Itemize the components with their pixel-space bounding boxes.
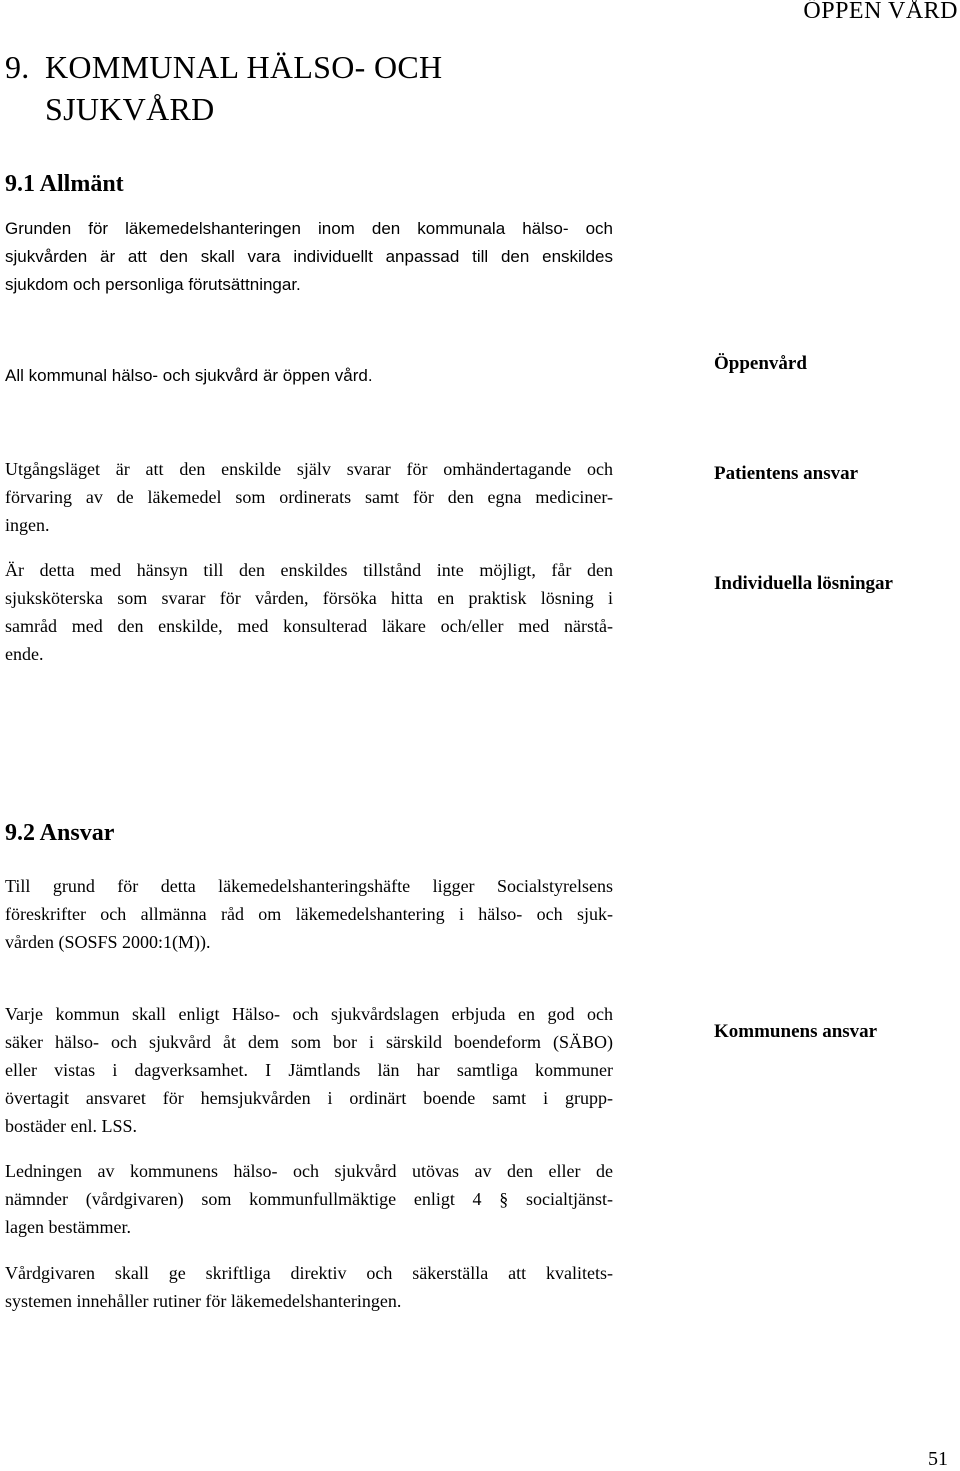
chapter-title — [5, 46, 442, 130]
text-line: ingen. — [5, 515, 50, 535]
text-line: Är detta med hänsyn till den enskildes tillstånd inte möjligt, får den — [5, 560, 613, 580]
margin-note-individuella-losningar: Individuella lösningar — [714, 573, 893, 594]
text-line: vården (SOSFS 2000:1(M)). — [5, 932, 211, 952]
margin-note-patientens-ansvar: Patientens ansvar — [714, 463, 859, 484]
text-line: eller vistas i dagverksamhet. I Jämtlands län har samtliga kommuner — [5, 1060, 613, 1080]
paragraph-management — [5, 1157, 613, 1241]
text-line: sjukdom och personliga förutsättningar. — [5, 275, 301, 294]
text-line: Till grund för detta läkemedelshanteringshäfte ligger Socialstyrelsens — [5, 876, 613, 896]
paragraph-directives — [5, 1259, 613, 1315]
paragraph-9-1-intro — [5, 215, 613, 299]
text-line: systemen innehåller rutiner för läkemedelshanteringen. — [5, 1291, 402, 1311]
chapter-title-text-1: KOMMUNAL HÄLSO- OCH — [45, 49, 443, 85]
text-line: förvaring av de läkemedel som ordinerats samt för den egna mediciner- — [5, 487, 613, 507]
text-line: övertagit ansvaret för hemsjukvården i ordinärt boende samt i grupp- — [5, 1088, 613, 1108]
section-heading-9-1: 9.1 Allmänt — [5, 171, 124, 197]
text-line: Vårdgivaren skall ge skriftliga direktiv och säkerställa att kvalitets- — [5, 1263, 613, 1283]
paragraph-practical-solution — [5, 556, 613, 668]
paragraph-regulations — [5, 872, 613, 956]
chapter-title-line-1 — [5, 46, 442, 88]
text-line: föreskrifter och allmänna råd om läkemedelshantering i hälso- och sjuk- — [5, 904, 613, 924]
margin-note-kommunens-ansvar: Kommunens ansvar — [714, 1021, 878, 1042]
text-line: Varje kommun skall enligt Hälso- och sjukvårdslagen erbjuda en god och — [5, 1004, 613, 1024]
text-line: lagen bestämmer. — [5, 1217, 131, 1237]
text-line: All kommunal hälso- och sjukvård är öppen vård. — [5, 366, 373, 385]
text-line: sjuksköterska som svarar för vården, försöka hitta en praktisk lösning i — [5, 588, 613, 608]
margin-note-oppenvard: Öppenvård — [714, 353, 807, 374]
text-line: bostäder enl. LSS. — [5, 1116, 137, 1136]
page-number: 51 — [928, 1448, 948, 1470]
paragraph-open-care — [5, 362, 613, 390]
chapter-number: 9. — [5, 49, 30, 85]
text-line: Grunden för läkemedelshanteringen inom den kommunala hälso- och — [5, 219, 613, 238]
text-line: nämnder (vårdgivaren) som kommunfullmäktige enligt 4 § socialtjänst- — [5, 1189, 613, 1209]
text-line: säker hälso- och sjukvård åt dem som bor i särskild boendeform (SÄBO) — [5, 1032, 613, 1052]
text-line: sjukvården är att den skall vara individuellt anpassad till den enskildes — [5, 247, 613, 266]
text-line: samråd med den enskilde, med konsulterad läkare och/eller med närstå- — [5, 616, 613, 636]
paragraph-starting-point — [5, 455, 613, 539]
text-line: Utgångsläget är att den enskilde själv svarar för omhändertagande och — [5, 459, 613, 479]
text-line: Ledningen av kommunens hälso- och sjukvård utövas av den eller de — [5, 1161, 613, 1181]
chapter-title-line-2: SJUKVÅRD — [45, 91, 215, 127]
section-heading-9-2: 9.2 Ansvar — [5, 820, 115, 846]
paragraph-municipality-duty — [5, 1000, 613, 1140]
text-line: ende. — [5, 644, 44, 664]
running-header: ÖPPEN VÅRD — [803, 0, 958, 24]
